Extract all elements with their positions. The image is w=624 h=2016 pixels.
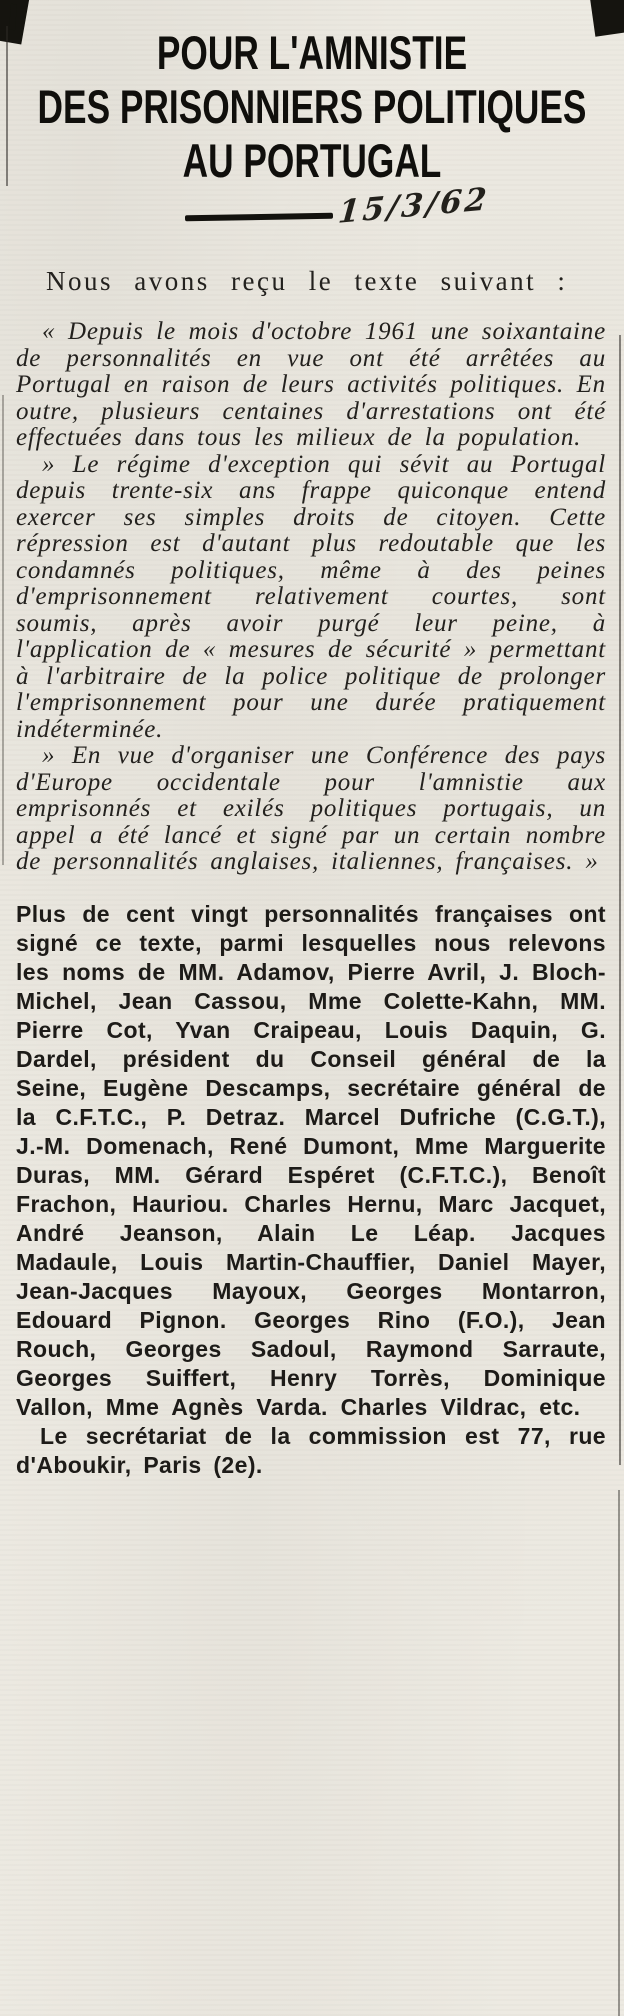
quote-paragraph-2: » Le régime d'exception qui sévit au Portugal depuis trente-six ans frappe quiconque entend exercer ses simples droits de citoyen. Cette répression est d'autant plus redoutable que les condamnés politiques, même à des peines d'emprisonnement relativement courtes, sont soumis, après avoir purgé leur peine, à l'application de « mesures de sécurité » permettant à l'arbitraire de la police politique de prolonger l'emprisonnement pour une durée pratiquement indéterminée.	[16, 450, 606, 743]
column-rule-right-lower	[618, 1490, 620, 2016]
article-title-line-2: DES PRISONNIERS POLITIQUES	[37, 79, 587, 134]
column-rule-left-middle	[2, 395, 4, 865]
quote-paragraph-3: » En vue d'organiser une Conférence des pays d'Europe occidentale pour l'amnistie aux emprisonnés et exilés politiques portugais, un appel a été lancé et signé par un certain nombre de personnalités anglaises, italiennes, françaises. »	[16, 742, 606, 875]
intro-paragraph: Nous avons reçu le texte suivant :	[46, 266, 568, 296]
title-divider-line	[185, 213, 333, 222]
quote-paragraph-1: « Depuis le mois d'octobre 1961 une soixantaine de personnalités en vue ont été arrêtées au Portugal en raison de leurs activités politiques. En outre, plusieurs centaines d'arrestations ont été effectuées dans tous les milieux de la population.	[16, 318, 606, 451]
article-title-line-1: POUR L'AMNISTIE	[156, 25, 468, 80]
article-body	[0, 266, 624, 1480]
secretariat-paragraph: Le secrétariat de la commission est 77, rue d'Aboukir, Paris (2e).	[16, 1422, 606, 1478]
handwritten-date: 15/3/62	[336, 181, 491, 231]
article-title	[0, 0, 624, 188]
title-divider-row	[0, 181, 624, 250]
column-rule-right-upper	[619, 335, 621, 1465]
signatories-paragraph: Plus de cent vingt personnalités françaises ont signé ce texte, parmi lesquelles nous relevons les noms de MM. Adamov, Pierre Avril, J. Bloch-Michel, Jean Cassou, Mme Colette-Kahn, MM. Pierre Cot, Yvan Craipeau, Louis Daquin, G. Dardel, président du Conseil général de la Seine, Eugène Descamps, secrétaire général de la C.F.T.C., P. Detraz. Marcel Dufriche (C.G.T.), J.-M. Domenach, René Dumont, Mme Marguerite Duras, MM. Gérard Espéret (C.F.T.C.), Benoît Frachon, Hauriou. Charles Hernu, Marc Jacquet, André Jeanson, Alain Le Léap. Jacques Madaule, Louis Martin-Chauffier, Daniel Mayer, Jean-Jacques Mayoux, Georges Montarron, Edouard Pignon. Georges Rino (F.O.), Jean Rouch, Georges Sadoul, Raymond Sarraute, Georges Suiffert, Henry Torrès, Dominique Vallon, Mme Agnès Varda. Charles Vildrac, etc.	[16, 900, 606, 1420]
article-title-line-3: AU PORTUGAL	[182, 133, 442, 188]
